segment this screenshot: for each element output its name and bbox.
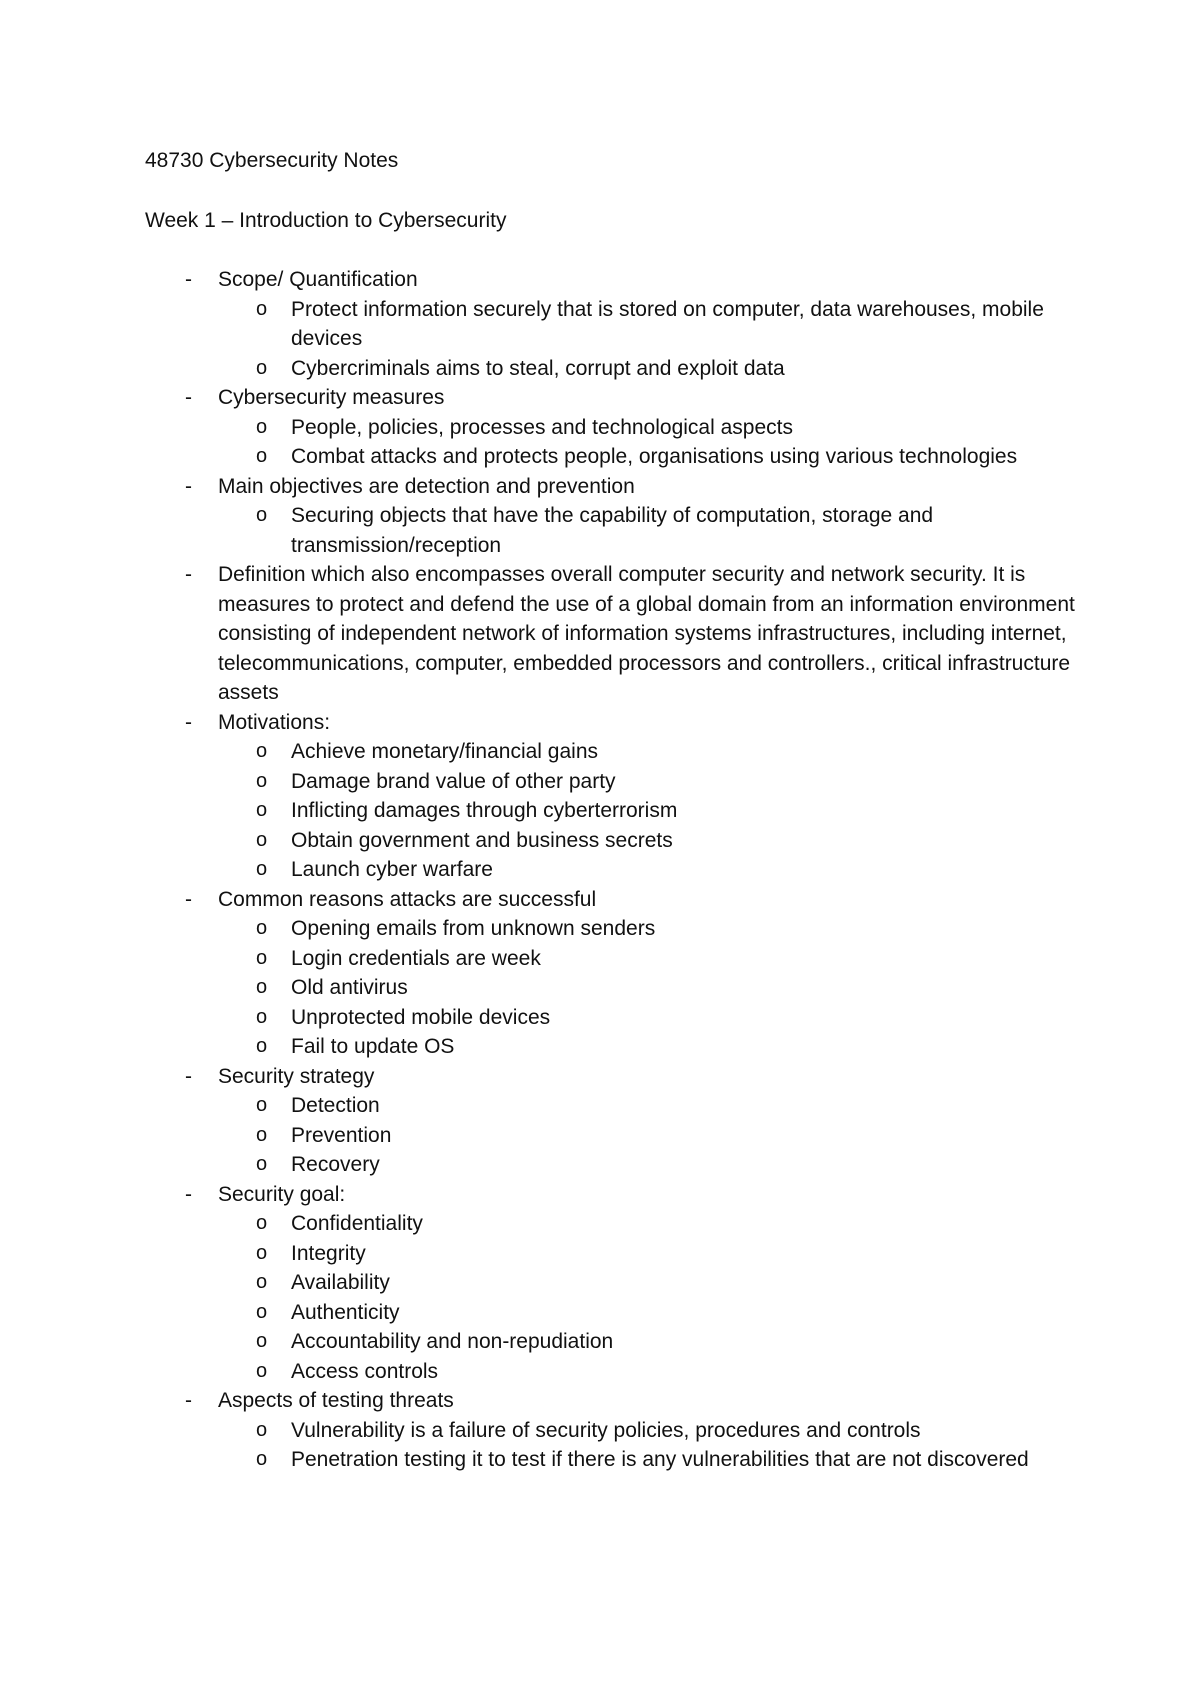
sub-item-text: Damage brand value of other party: [291, 769, 616, 793]
sub-item-text: Availability: [291, 1271, 390, 1294]
sub-item: [218, 295, 1075, 354]
outline-item-text: Common reasons attacks are successful: [218, 887, 597, 911]
circle-bullet: o: [256, 799, 268, 821]
outline-item-text: Main objectives are detection and prevention: [218, 474, 635, 498]
sub-item-text: Unprotected mobile devices: [291, 1005, 551, 1029]
sub-item-text: Confidentiality: [291, 1212, 423, 1235]
sub-item: [218, 354, 1075, 384]
circle-bullet: o: [256, 356, 268, 379]
outline-item: [145, 265, 1075, 383]
sub-item: [218, 1416, 1075, 1446]
sub-item-text: Achieve monetary/financial gains: [291, 740, 599, 763]
outline-item-text: Cybersecurity measures: [218, 386, 445, 409]
outline-item-text: Scope/ Quantification: [218, 268, 418, 291]
sub-item-text: Detection: [291, 1094, 380, 1117]
circle-bullet: o: [256, 1005, 268, 1028]
outline-item: [145, 1386, 1075, 1475]
sub-list: [218, 413, 1075, 472]
circle-bullet: o: [256, 917, 268, 939]
circle-bullet: o: [256, 1035, 268, 1057]
outline-item: [145, 472, 1075, 561]
sub-item-text: People, policies, processes and technological aspects: [291, 415, 793, 439]
sub-item-text: Access controls: [291, 1359, 439, 1383]
document-title: 48730 Cybersecurity Notes: [145, 149, 399, 172]
circle-bullet: o: [256, 858, 268, 880]
sub-list: [218, 914, 1075, 1062]
sub-item: [218, 1150, 1075, 1180]
outline-item-text: Security goal:: [218, 1182, 346, 1206]
circle-bullet: o: [256, 445, 268, 467]
sub-item: [218, 1003, 1075, 1033]
dash-bullet: -: [185, 563, 192, 586]
circle-bullet: o: [256, 976, 268, 998]
sub-item: [218, 501, 1075, 560]
sub-item-text: Securing objects that have the capability of computation, storage and transmission/reception: [291, 504, 934, 557]
sub-item-text: Prevention: [291, 1123, 392, 1147]
sub-list: [218, 1416, 1075, 1475]
outline-item-text: Definition which also encompasses overall computer security and network security. It is measures to protect and defend the use of a global domain from an information environment consisting of independent network of information systems infrastructures, including internet, telecommunications, computer, embedded processors and controllers., critical infrastructure assets: [218, 563, 1075, 704]
circle-bullet: o: [256, 1448, 268, 1470]
circle-bullet: o: [256, 1241, 268, 1264]
dash-bullet: -: [185, 386, 192, 409]
sub-list: [218, 737, 1075, 885]
sub-list: [218, 1209, 1075, 1386]
circle-bullet: o: [256, 1153, 268, 1175]
sub-list: [218, 295, 1075, 384]
sub-item-text: Penetration testing it to test if there is any vulnerabilities that are not discovered: [291, 1448, 1029, 1471]
sub-item: [218, 796, 1075, 826]
outline-item-text: Motivations:: [218, 710, 331, 734]
sub-item: [218, 413, 1075, 443]
dash-bullet: -: [185, 474, 192, 498]
sub-item: [218, 855, 1075, 885]
sub-item: [218, 1357, 1075, 1387]
dash-bullet: -: [185, 1064, 192, 1088]
circle-bullet: o: [256, 1418, 268, 1441]
notes-outline: [145, 265, 1075, 1475]
week-heading: Week 1 – Introduction to Cybersecurity: [145, 209, 507, 232]
dash-bullet: -: [185, 1389, 192, 1412]
dash-bullet: -: [185, 1182, 192, 1206]
sub-item: [218, 442, 1075, 472]
outline-item: [145, 1180, 1075, 1387]
circle-bullet: o: [256, 504, 268, 526]
document-content: [145, 146, 1075, 1475]
sub-item-text: Accountability and non-repudiation: [291, 1330, 614, 1353]
circle-bullet: o: [256, 1359, 268, 1382]
circle-bullet: o: [256, 946, 268, 969]
outline-item: [145, 383, 1075, 472]
sub-item: [218, 1445, 1075, 1475]
sub-item-text: Vulnerability is a failure of security policies, procedures and controls: [291, 1418, 921, 1442]
sub-item: [218, 1091, 1075, 1121]
circle-bullet: o: [256, 1330, 268, 1352]
outline-item: [145, 885, 1075, 1062]
circle-bullet: o: [256, 1300, 268, 1323]
circle-bullet: o: [256, 740, 268, 762]
sub-item: [218, 1327, 1075, 1357]
circle-bullet: o: [256, 828, 268, 851]
sub-item: [218, 737, 1075, 767]
dash-bullet: -: [185, 268, 192, 291]
sub-list: [218, 501, 1075, 560]
circle-bullet: o: [256, 1271, 268, 1293]
outline-item: [145, 708, 1075, 885]
sub-item-text: Inflicting damages through cyberterrorism: [291, 799, 678, 822]
dash-bullet: -: [185, 710, 192, 734]
sub-item: [218, 1298, 1075, 1328]
sub-item: [218, 826, 1075, 856]
sub-item: [218, 973, 1075, 1003]
sub-item-text: Old antivirus: [291, 976, 408, 999]
sub-item: [218, 1121, 1075, 1151]
circle-bullet: o: [256, 297, 268, 320]
sub-item: [218, 1268, 1075, 1298]
circle-bullet: o: [256, 769, 268, 792]
sub-item-text: Integrity: [291, 1241, 366, 1265]
outline-item-text: Aspects of testing threats: [218, 1389, 454, 1412]
sub-item-text: Protect information securely that is stored on computer, data warehouses, mobile devices: [291, 297, 1044, 350]
sub-item-text: Authenticity: [291, 1300, 400, 1324]
sub-item-text: Fail to update OS: [291, 1035, 455, 1058]
dash-bullet: -: [185, 887, 192, 911]
sub-item: [218, 1032, 1075, 1062]
circle-bullet: o: [256, 1094, 268, 1116]
sub-item-text: Obtain government and business secrets: [291, 828, 673, 852]
sub-item-text: Opening emails from unknown senders: [291, 917, 656, 940]
sub-item: [218, 1209, 1075, 1239]
sub-item: [218, 944, 1075, 974]
sub-item-text: Launch cyber warfare: [291, 858, 493, 881]
sub-item: [218, 914, 1075, 944]
circle-bullet: o: [256, 415, 268, 438]
circle-bullet: o: [256, 1212, 268, 1234]
sub-list: [218, 1091, 1075, 1180]
sub-item-text: Recovery: [291, 1153, 380, 1176]
circle-bullet: o: [256, 1123, 268, 1146]
outline-item: [145, 560, 1075, 708]
outline-item: [145, 1062, 1075, 1180]
sub-item-text: Combat attacks and protects people, organisations using various technologies: [291, 445, 1018, 468]
sub-item: [218, 1239, 1075, 1269]
outline-item-text: Security strategy: [218, 1064, 375, 1088]
sub-item-text: Login credentials are week: [291, 946, 541, 970]
sub-item: [218, 767, 1075, 797]
sub-item-text: Cybercriminals aims to steal, corrupt and exploit data: [291, 356, 785, 380]
